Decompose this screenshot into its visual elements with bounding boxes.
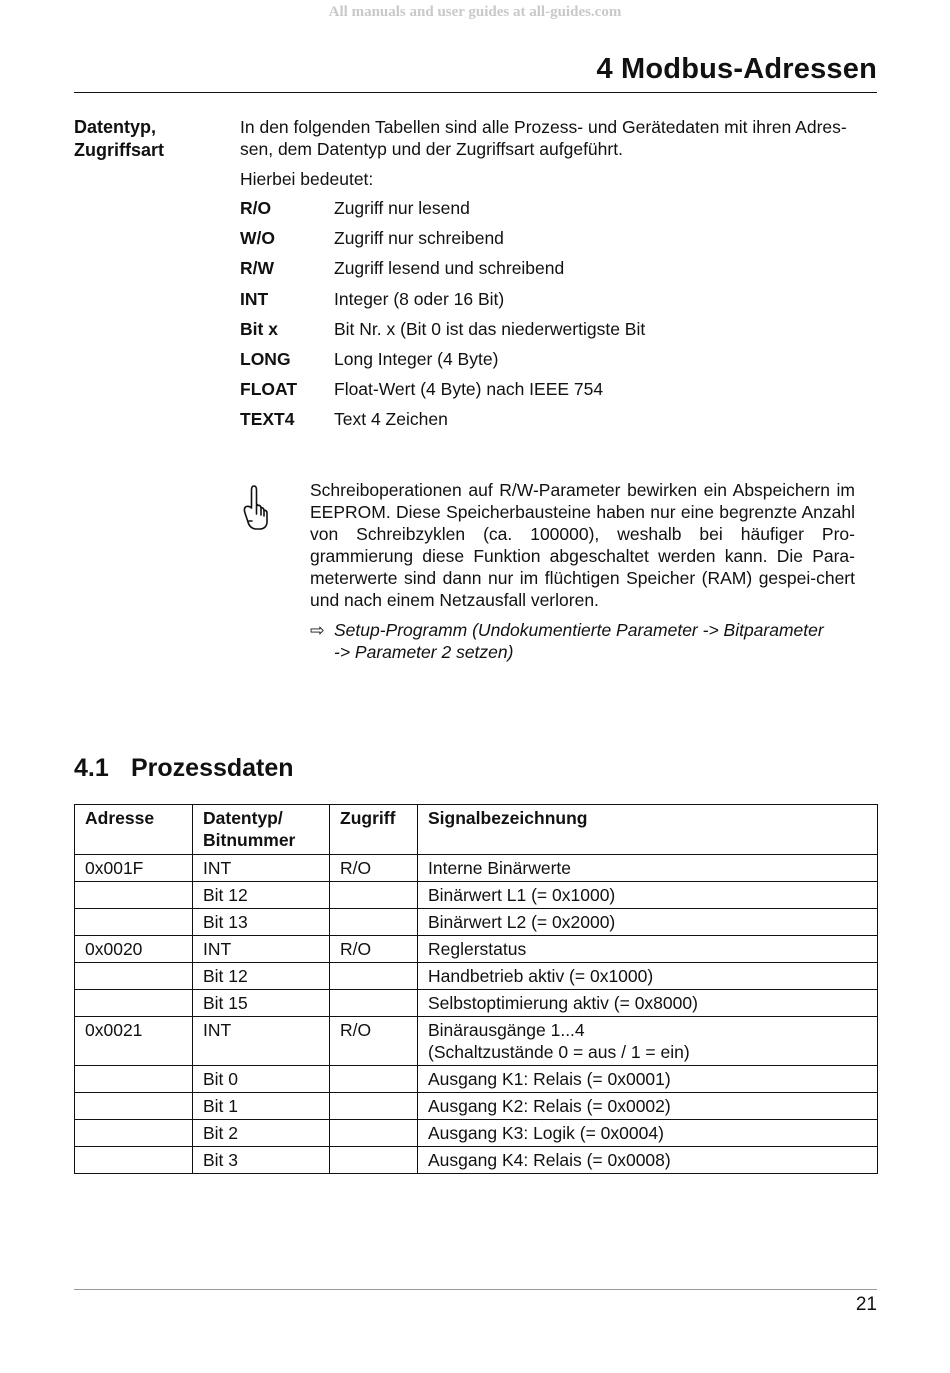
- setup-reference-line1: Setup-Programm (Undokumentierte Parameter -> Bitparameter: [334, 620, 824, 640]
- cell-signal: [418, 1017, 878, 1066]
- definition-term: R/O: [240, 198, 272, 218]
- cell-adresse: [75, 882, 193, 909]
- definition-term: Bit x: [240, 318, 278, 339]
- cell-zugriff: [330, 1147, 418, 1174]
- cell-signal: [418, 990, 878, 1017]
- pointing-hand-icon: [240, 484, 270, 532]
- cell-signal: [418, 855, 878, 882]
- section-name: Prozessdaten: [131, 754, 294, 782]
- cell-zugriff: [330, 909, 418, 936]
- header-rule: [74, 92, 877, 93]
- cell-zugriff: R/O: [330, 855, 418, 882]
- cell-adresse: [75, 1066, 193, 1093]
- definition-term: R/W: [240, 258, 275, 279]
- cell-adresse: [75, 909, 193, 936]
- cell-zugriff: [330, 1120, 418, 1147]
- definition-desc: Long Integer (4 Byte): [334, 348, 499, 369]
- definition-item: [240, 349, 645, 379]
- page-number: 21: [855, 1294, 877, 1315]
- process-data-table: [74, 804, 878, 1174]
- cell-adresse: [75, 1147, 193, 1174]
- cell-typ: INT: [193, 936, 330, 963]
- chapter-title: 4 Modbus-Adressen: [596, 53, 877, 85]
- cell-signal: [418, 963, 878, 990]
- arrow-right-icon: ⇨: [310, 620, 325, 640]
- definition-item: [240, 319, 645, 349]
- section-number: 4.1: [74, 754, 109, 782]
- definition-desc: Zugriff nur schreibend: [334, 228, 504, 249]
- signal-text: Selbstoptimierung aktiv (= 0x8000): [428, 993, 698, 1013]
- definition-desc: Zugriff nur lesend: [334, 198, 470, 218]
- signal-text: Ausgang K3: Logik (= 0x0004): [428, 1123, 664, 1143]
- cell-adresse: 0x0020: [75, 936, 193, 963]
- signal-text: Reglerstatus: [428, 939, 527, 959]
- cell-typ: Bit 13: [193, 909, 330, 936]
- table-header-row: [75, 805, 878, 855]
- cell-zugriff: R/O: [330, 1017, 418, 1066]
- cell-typ: INT: [193, 855, 330, 882]
- definition-item: [240, 289, 645, 319]
- header-signal: Signalbezeichnung: [418, 805, 878, 855]
- section-title: [74, 754, 294, 783]
- cell-adresse: [75, 1120, 193, 1147]
- note-text: Schreiboperationen auf R/W-Parameter bewirken ein Abspeichern im EEPROM. Diese Speicherbausteine haben nur eine begrenzte Anzahl von Schreibzyklen (ca. 100000), weshalb bei häufiger Pro-grammierung diese Funktion abgeschaltet werden kann. Die Para-meterwerte sind dann nur im flüchtigen Speicher (RAM) gespei-chert und nach einem Netzausfall verloren.: [310, 480, 855, 610]
- cell-adresse: [75, 990, 193, 1017]
- side-heading-line2: Zugriffsart: [74, 140, 164, 160]
- table-row: [75, 1017, 878, 1066]
- setup-reference-line2: -> Parameter 2 setzen): [334, 642, 514, 662]
- definition-term: FLOAT: [240, 379, 298, 400]
- definition-item: [240, 258, 645, 288]
- header-adresse: Adresse: [75, 805, 193, 855]
- cell-signal: [418, 1147, 878, 1174]
- header-datentyp: [193, 805, 330, 855]
- side-heading-line1: Datentyp,: [74, 117, 157, 137]
- cell-typ: Bit 1: [193, 1093, 330, 1120]
- cell-zugriff: R/O: [330, 936, 418, 963]
- cell-zugriff: [330, 990, 418, 1017]
- cell-typ: Bit 2: [193, 1120, 330, 1147]
- cell-typ: INT: [193, 1017, 330, 1066]
- header-datentyp-line1: Datentyp/: [203, 808, 283, 828]
- table-row: [75, 1147, 878, 1174]
- signal-text: Ausgang K4: Relais (= 0x0008): [428, 1150, 671, 1170]
- cell-adresse: [75, 1093, 193, 1120]
- definition-item: [240, 379, 645, 409]
- table-row: [75, 1093, 878, 1120]
- definition-term: LONG: [240, 348, 291, 369]
- definition-term: W/O: [240, 228, 275, 249]
- cell-signal: [418, 1120, 878, 1147]
- cell-zugriff: [330, 1093, 418, 1120]
- definition-term: TEXT4: [240, 409, 295, 430]
- side-heading: [74, 116, 164, 162]
- cell-signal: [418, 882, 878, 909]
- definition-term: INT: [240, 288, 269, 309]
- definition-desc: Bit Nr. x (Bit 0 ist das niederwertigste Bit: [334, 318, 646, 339]
- cell-adresse: [75, 963, 193, 990]
- table-row: [75, 936, 878, 963]
- cell-typ: Bit 12: [193, 882, 330, 909]
- signal-text: Handbetrieb aktiv (= 0x1000): [428, 966, 654, 986]
- table-row: [75, 1066, 878, 1093]
- table-row: [75, 990, 878, 1017]
- table-row: [75, 1120, 878, 1147]
- table-row: [75, 882, 878, 909]
- cell-signal: [418, 936, 878, 963]
- cell-zugriff: [330, 1066, 418, 1093]
- cell-signal: [418, 1066, 878, 1093]
- signal-text: Ausgang K1: Relais (= 0x0001): [428, 1069, 671, 1089]
- setup-reference: [310, 619, 870, 663]
- definition-desc: Text 4 Zeichen: [334, 409, 448, 430]
- cell-adresse: 0x0021: [75, 1017, 193, 1066]
- definition-item: [240, 409, 645, 439]
- cell-signal: [418, 909, 878, 936]
- definition-item: [240, 198, 645, 228]
- cell-zugriff: [330, 963, 418, 990]
- signal-text: Ausgang K2: Relais (= 0x0002): [428, 1096, 671, 1116]
- cell-typ: Bit 3: [193, 1147, 330, 1174]
- hierbei-text: Hierbei bedeutet:: [240, 169, 374, 189]
- table-row: [75, 909, 878, 936]
- signal-text: Binärwert L1 (= 0x1000): [428, 885, 616, 905]
- footer-rule: [74, 1289, 877, 1290]
- intro-paragraph: In den folgenden Tabellen sind alle Prozess- und Gerätedaten mit ihren Adres- sen, dem Datentyp und der Zugriffsart aufgeführt.: [240, 117, 847, 159]
- definition-desc: Integer (8 oder 16 Bit): [334, 288, 505, 309]
- signal-text: Binärausgänge 1...4: [428, 1020, 585, 1040]
- signal-text-line2: (Schaltzustände 0 = aus / 1 = ein): [428, 1042, 690, 1062]
- signal-text: Interne Binärwerte: [428, 858, 571, 878]
- watermark: All manuals and user guides at all-guides.com: [328, 4, 622, 20]
- definition-item: [240, 228, 645, 258]
- definition-list: [240, 198, 645, 440]
- cell-typ: Bit 12: [193, 963, 330, 990]
- cell-signal: [418, 1093, 878, 1120]
- cell-typ: Bit 0: [193, 1066, 330, 1093]
- signal-text: Binärwert L2 (= 0x2000): [428, 912, 616, 932]
- header-zugriff: Zugriff: [330, 805, 418, 855]
- definition-desc: Float-Wert (4 Byte) nach IEEE 754: [334, 379, 604, 400]
- header-datentyp-line2: Bitnummer: [203, 830, 296, 850]
- cell-adresse: 0x001F: [75, 855, 193, 882]
- table-row: [75, 963, 878, 990]
- cell-typ: Bit 15: [193, 990, 330, 1017]
- cell-zugriff: [330, 882, 418, 909]
- definition-desc: Zugriff lesend und schreibend: [334, 258, 565, 279]
- table-row: [75, 855, 878, 882]
